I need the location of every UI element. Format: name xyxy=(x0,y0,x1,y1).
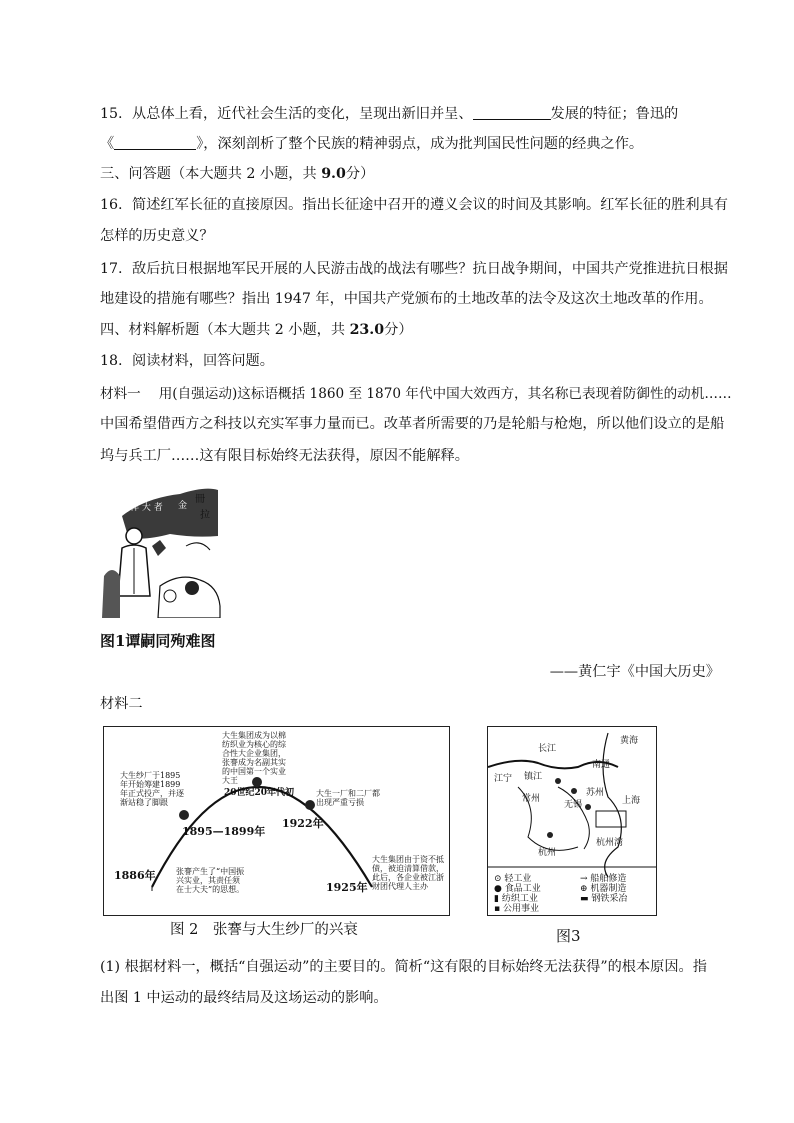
q17-line2: 地建设的措施有哪些？指出 1947 年，中国共产党颁布的土地改革的法令及这次土地改革的作用。 xyxy=(100,291,713,307)
map-label-huanghai: 黄海 xyxy=(620,736,639,746)
q17-text-1: 敌后抗日根据地军民开展的人民游击战的战法有哪些？抗日战争期间，中国共产党推进抗日根据 xyxy=(132,261,728,277)
tan-sitong-sketch xyxy=(100,476,222,618)
year-1886: 1886年 xyxy=(114,869,156,882)
material1-line3: 坞与兵工厂……这有限目标始终无法获得，原因不能解释。 xyxy=(100,448,469,464)
legend-food-industry-label: 食品工业 xyxy=(504,884,541,894)
q18-sub1-line2: 出图 1 中运动的最终结局及这场运动的影响。 xyxy=(100,990,388,1006)
year-1922: 1922年 xyxy=(282,817,324,830)
legend-steel-label: 钢铁采冶 xyxy=(591,894,628,904)
material1-line2: 中国希望借西方之科技以充实军事力量而已。改革者所需要的乃是轮船与枪炮，所以他们设立的是船 xyxy=(100,416,725,432)
legend-public-utility: ▪ 公用事业 xyxy=(494,904,539,914)
svg-text:金: 金 xyxy=(178,501,188,511)
q15-line1 xyxy=(100,104,678,124)
year-1925: 1925年 xyxy=(326,881,368,894)
legend-steel: ▬ 钢铁采冶 xyxy=(580,894,628,904)
map-label-nantong: 南通 xyxy=(592,760,611,770)
section4-title xyxy=(100,320,413,340)
map-label-suzhou: 苏州 xyxy=(586,788,605,798)
q18-line1 xyxy=(100,351,274,371)
section4-title-end: 分） xyxy=(384,322,413,338)
point-1922 xyxy=(305,800,315,810)
section3-title xyxy=(100,164,374,184)
map-label-wuxi: 无锡 xyxy=(564,800,583,810)
legend-textile-industry-label: 纺织工业 xyxy=(501,894,538,904)
fig2-caption: 图 2 张謇与大生纱厂的兴衰 xyxy=(170,922,358,938)
section4-title-text: 四、材料解析题（本大题共 2 小题，共 xyxy=(100,322,350,338)
legend-food-industry: ● 食品工业 xyxy=(494,884,541,894)
section3-title-text: 三、问答题（本大题共 2 小题，共 xyxy=(100,166,322,182)
q15-text-d: 》，深刻剖析了整个民族的精神弱点，成为批判国民性问题的经典之作。 xyxy=(196,136,644,152)
fig2-frame xyxy=(103,726,450,916)
source-citation: ——黄仁宇《中国大历史》 xyxy=(549,664,720,680)
year-1895-1899: 1895—1899年 xyxy=(182,825,266,838)
svg-text:冊: 冊 xyxy=(195,494,205,505)
note-1922: 大生一厂和二厂都出现严重亏损 xyxy=(316,789,380,807)
q16-line1 xyxy=(100,195,728,215)
map-label-changzhou: 常州 xyxy=(522,794,541,804)
q16-number: 16. xyxy=(100,197,123,213)
material2-label: 材料二 xyxy=(100,696,143,712)
q15-number: 15. xyxy=(100,106,123,122)
map-label-zhenjiang: 镇江 xyxy=(524,772,543,782)
q15-text-c: 《 xyxy=(100,136,115,152)
legend-public-utility-label: 公用事业 xyxy=(502,904,539,914)
q15-line2 xyxy=(100,134,643,154)
fig1-illustration xyxy=(100,476,222,618)
note-1886: 张謇产生了“中国振兴实业，其责任须在士大夫”的思想。 xyxy=(176,867,245,894)
q15-text-a: 从总体上看，近代社会生活的变化，呈现出新旧并呈、 xyxy=(132,106,473,122)
q18-number: 18. xyxy=(100,353,123,369)
legend-machinery: ⊕ 机器制造 xyxy=(580,884,627,894)
legend-shipbuilding-label: 船舶修造 xyxy=(590,874,627,884)
q18-prompt: 阅读材料，回答问题。 xyxy=(132,353,274,369)
note-1920s: 大生集团成为以棉纺织业为核心的综合性大企业集团，张謇成为名副其实的中国第一个实业大王 xyxy=(222,731,286,785)
map-label-changjiang: 长江 xyxy=(538,744,557,754)
point-1895 xyxy=(179,810,189,820)
note-1925: 大生集团由于资不抵债，被迫清算借款，此后，各企业被江浙财团代理人主办 xyxy=(372,855,444,891)
svg-text:祥 大 者: 祥 大 者 xyxy=(130,503,163,513)
q17-line1 xyxy=(100,259,728,279)
map-label-hangzhouwan: 杭州湾 xyxy=(596,838,624,848)
section3-score: 9.0 xyxy=(321,166,346,182)
fig1-caption: 图1谭嗣同殉难图 xyxy=(100,632,216,650)
legend-machinery-label: 机器制造 xyxy=(590,884,627,894)
map-label-hangzhou: 杭州 xyxy=(538,848,557,858)
map-label-shanghai: 上海 xyxy=(622,796,641,806)
material1-line1: 材料一 用(自强运动)这标语概括 1860 至 1870 年代中国大效西方，其名称已表现着防御性的动机…… xyxy=(100,386,732,402)
legend-shipbuilding: → 船舶修造 xyxy=(580,874,627,884)
q16-text-1: 简述红军长征的直接原因。指出长征途中召开的遵义会议的时间及其影响。红军长征的胜利具有 xyxy=(132,197,728,213)
q16-line2: 怎样的历史意义？ xyxy=(100,228,214,244)
legend-light-industry-label: 轻工业 xyxy=(504,874,532,884)
svg-text:拉: 拉 xyxy=(200,510,210,521)
legend-light-industry: ⊙ 轻工业 xyxy=(494,874,532,884)
section4-score: 23.0 xyxy=(349,322,385,338)
map-label-jiangning: 江宁 xyxy=(494,774,513,784)
legend-textile-industry: ▮ 纺织工业 xyxy=(494,894,538,904)
fig3-frame xyxy=(487,726,657,916)
q15-text-b: 发展的特征；鲁迅的 xyxy=(550,106,679,122)
fig3-caption: 图3 xyxy=(556,927,581,945)
section3-title-end: 分） xyxy=(345,166,375,182)
q18-sub1-line1: (1) 根据材料一，概括“自强运动”的主要目的。简析“这有限的目标始终无法获得”的根本原因。指 xyxy=(100,959,707,975)
note-1895: 大生纱厂于1895年开始筹建1899年正式投产，并逐渐站稳了脚跟 xyxy=(120,771,184,807)
q15-blank-2[interactable] xyxy=(114,135,196,150)
q15-blank-1[interactable] xyxy=(473,105,551,120)
year-1920s: 20世纪20年代初 xyxy=(224,788,295,798)
q17-number: 17. xyxy=(100,261,123,277)
